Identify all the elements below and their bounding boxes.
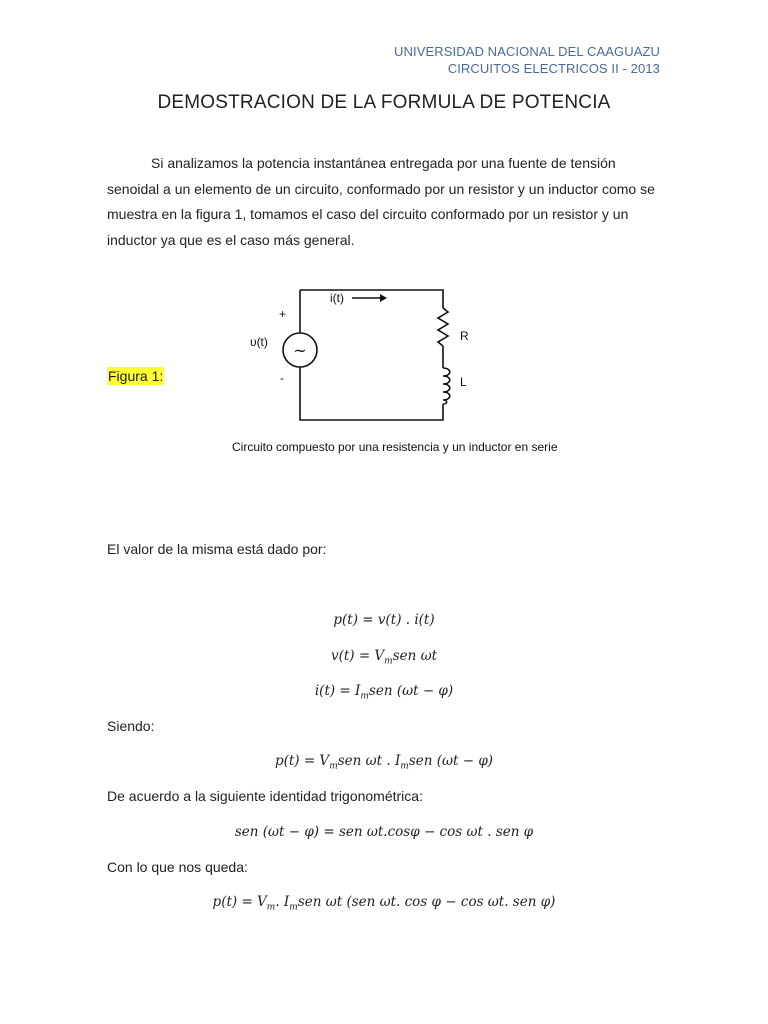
eq6-part-a: p(t) = V — [212, 894, 267, 910]
figure-label: Figura 1: — [108, 368, 164, 384]
intro-line-2: senoidal a un elemento de un circuito, conformado por un resistor y un inductor como se — [107, 180, 655, 197]
resistor — [438, 308, 448, 346]
eq2-part-b: sen ωt — [392, 648, 438, 664]
eq4-sub-1: m — [329, 761, 338, 772]
intro-line-4: inductor ya que es el caso más general. — [107, 231, 355, 248]
page-title: DEMOSTRACION DE LA FORMULA DE POTENCIA — [157, 92, 611, 113]
minus-sign: - — [280, 371, 284, 385]
eq2-sub: m — [384, 656, 393, 667]
eq6-part-c: sen ωt (sen ωt. cos φ − cos ωt. sen φ) — [297, 894, 556, 910]
eq6-sub-1: m — [266, 902, 276, 913]
equation-voltage — [0, 648, 768, 667]
intro-paragraph — [107, 151, 667, 253]
eq3-part-a: i(t) = I — [314, 683, 361, 699]
eq6-part-b: . I — [275, 894, 290, 910]
eq4-sub-2: m — [400, 761, 409, 772]
result-intro-text: Con lo que nos queda: — [107, 859, 248, 875]
siendo-text: Siendo: — [107, 718, 155, 734]
eq3-sub: m — [360, 691, 369, 702]
eq4-part-a: p(t) = V — [274, 753, 330, 769]
figure-caption: Circuito compuesto por una resistencia y un inductor en serie — [232, 440, 558, 454]
course-name: CIRCUITOS ELECTRICOS II - 2013 — [447, 61, 660, 76]
equation-power-expanded — [0, 753, 768, 772]
eq4-part-b: sen ωt . I — [337, 753, 401, 769]
current-arrowhead — [380, 294, 387, 302]
equation-result — [0, 894, 768, 913]
eq3-part-b: sen (ωt − φ) — [368, 683, 454, 699]
eq2-part-a: v(t) = V — [330, 648, 385, 664]
source-symbol: ~ — [293, 341, 307, 360]
intro-line-1: Si analizamos la potencia instantánea entregada por una fuente de tensión — [151, 155, 616, 171]
circuit-diagram — [240, 282, 480, 432]
current-label: i(t) — [330, 291, 344, 305]
left-wire-bottom — [300, 367, 443, 420]
intro-line-3: muestra en la figura 1, tomamos el caso del circuito conformado por un resistor y un — [107, 206, 629, 222]
university-name: UNIVERSIDAD NACIONAL DEL CAAGUAZU — [394, 44, 660, 59]
inductor-label: L — [460, 375, 467, 389]
identity-intro-text: De acuerdo a la siguiente identidad trigonométrica: — [107, 788, 423, 804]
eq6-sub-2: m — [289, 902, 298, 913]
value-intro-text: El valor de la misma está dado por: — [107, 541, 327, 557]
eq4-part-c: sen (ωt − φ) — [408, 753, 494, 769]
equation-trig-identity: sen (ωt − φ) = sen ωt.cosφ − cos ωt . sen φ — [234, 824, 534, 840]
voltage-label: υ(t) — [250, 335, 268, 349]
inductor — [443, 368, 450, 404]
equation-power: p(t) = v(t) . i(t) — [333, 612, 435, 628]
resistor-label: R — [460, 329, 469, 343]
plus-sign: + — [279, 307, 287, 321]
equation-current — [0, 683, 768, 702]
document-header — [394, 43, 660, 77]
top-wire — [300, 290, 443, 308]
